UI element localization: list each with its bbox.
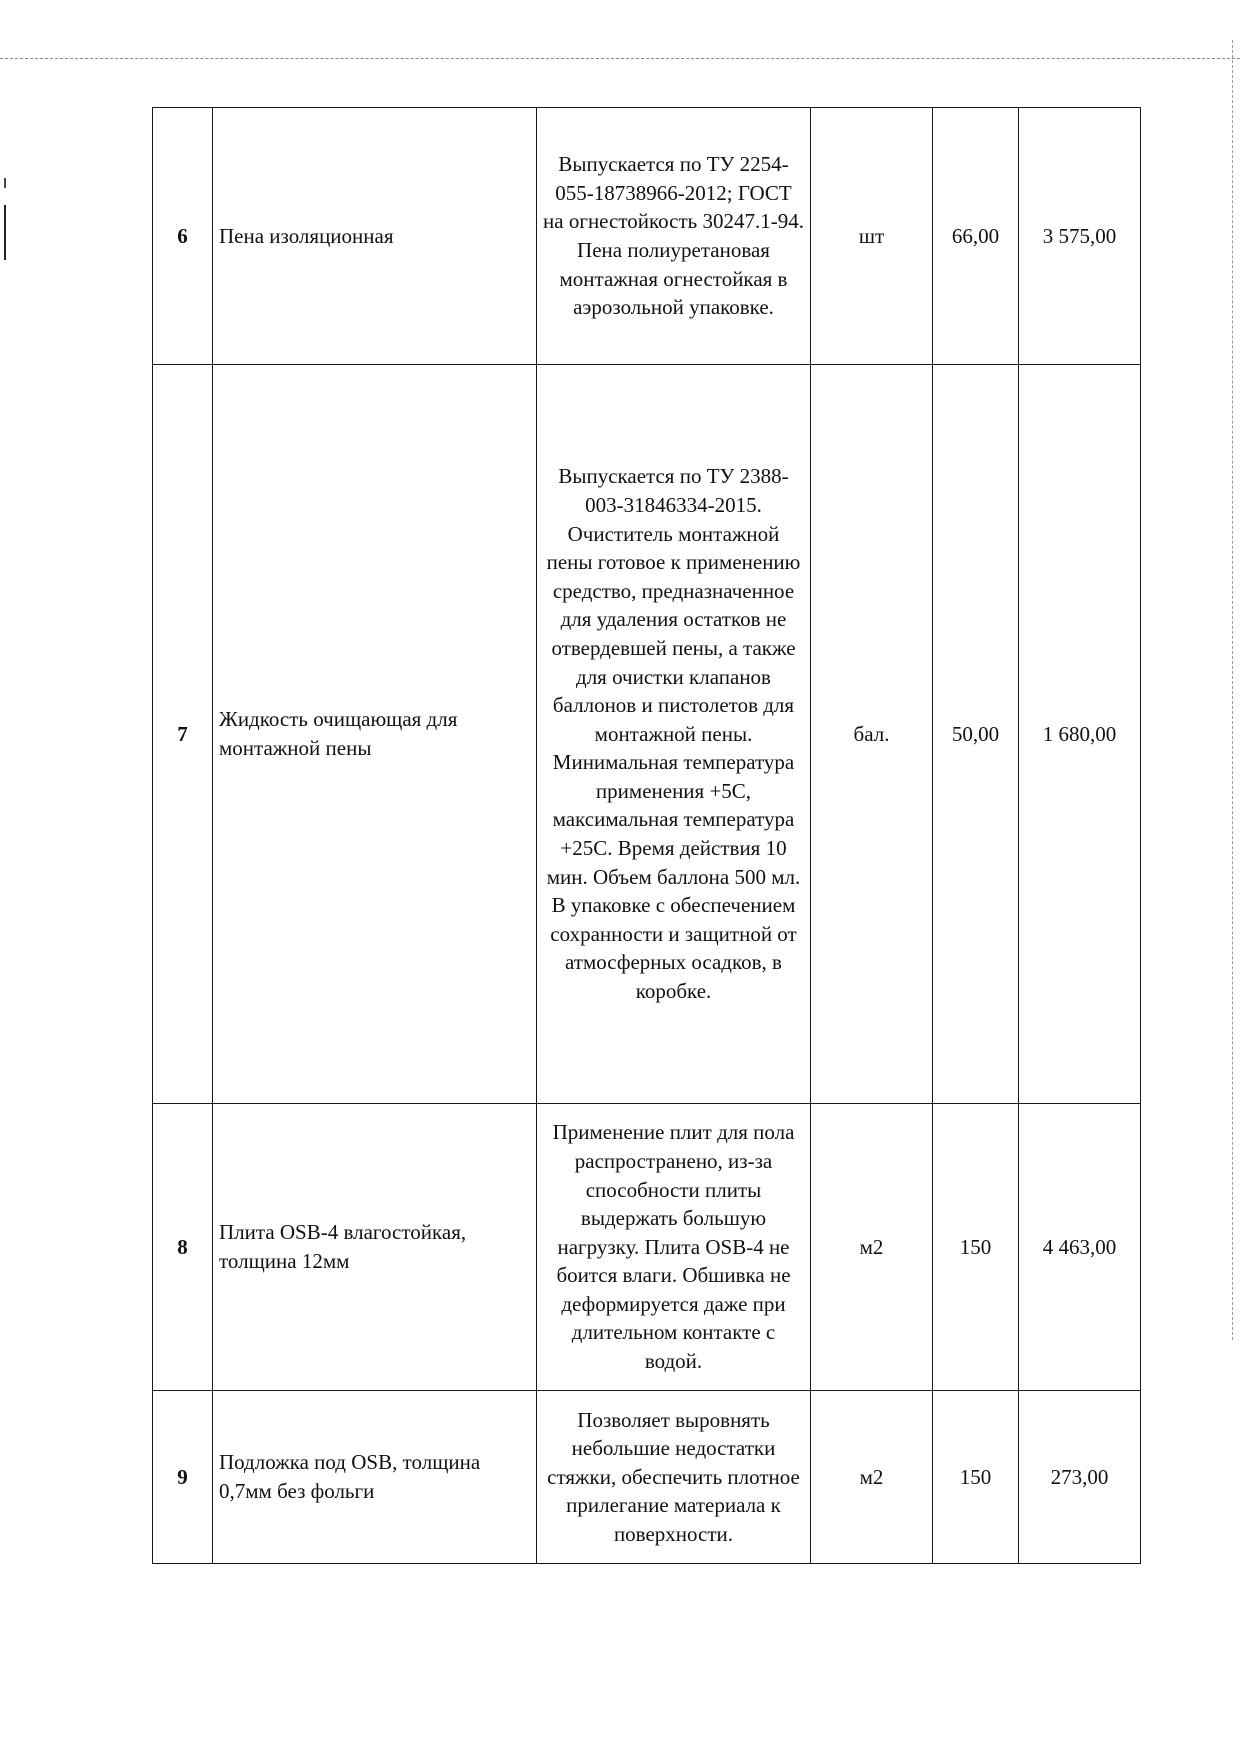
item-name: Жидкость очищающая для монтажной пены [213, 365, 537, 1104]
row-number: 6 [153, 108, 213, 365]
scan-border-right [1232, 40, 1233, 1340]
item-quantity: 66,00 [933, 108, 1019, 365]
item-sum: 3 575,00 [1019, 108, 1141, 365]
item-sum: 1 680,00 [1019, 365, 1141, 1104]
materials-table [152, 107, 1141, 1564]
row-number: 7 [153, 365, 213, 1104]
item-unit: шт [811, 108, 933, 365]
item-name: Пена изоляционная [213, 108, 537, 365]
table-row [153, 1391, 1141, 1564]
item-name: Плита OSB-4 влагостойкая, толщина 12мм [213, 1104, 537, 1391]
item-description: Выпускается по ТУ 2388-003-31846334-2015. Очиститель монтажной пены готовое к применению средство, предназначенное для удаления остатков не отвердевшей пены, а также для очистки клапанов баллонов и пистолетов для монтажной пены. Минимальная температура применения +5С, максимальная температура +25С. Время действия 10 мин. Объем баллона 500 мл. В упаковке с обеспечением сохранности и защитной от атмосферных осадков, в коробке. [537, 365, 811, 1104]
scan-mark [4, 205, 6, 260]
item-quantity: 50,00 [933, 365, 1019, 1104]
item-description: Позволяет выровнять небольшие недостатки стяжки, обеспечить плотное прилегание материала к поверхности. [537, 1391, 811, 1564]
scan-border-top [0, 58, 1240, 59]
item-unit: м2 [811, 1391, 933, 1564]
item-description: Выпускается по ТУ 2254-055-18738966-2012; ГОСТ на огнестойкость 30247.1-94. Пена полиуретановая монтажная огнестойкая в аэрозольной упаковке. [537, 108, 811, 365]
row-number: 8 [153, 1104, 213, 1391]
table-row [153, 108, 1141, 365]
table-row [153, 1104, 1141, 1391]
item-unit: м2 [811, 1104, 933, 1391]
item-unit: бал. [811, 365, 933, 1104]
table-row [153, 365, 1141, 1104]
item-quantity: 150 [933, 1104, 1019, 1391]
item-sum: 4 463,00 [1019, 1104, 1141, 1391]
item-description: Применение плит для пола распространено, из-за способности плиты выдержать большую нагрузку. Плита OSB-4 не боится влаги. Обшивка не деформируется даже при длительном контакте с водой. [537, 1104, 811, 1391]
scan-mark [4, 178, 6, 188]
item-quantity: 150 [933, 1391, 1019, 1564]
item-name: Подложка под OSB, толщина 0,7мм без фольги [213, 1391, 537, 1564]
row-number: 9 [153, 1391, 213, 1564]
item-sum: 273,00 [1019, 1391, 1141, 1564]
